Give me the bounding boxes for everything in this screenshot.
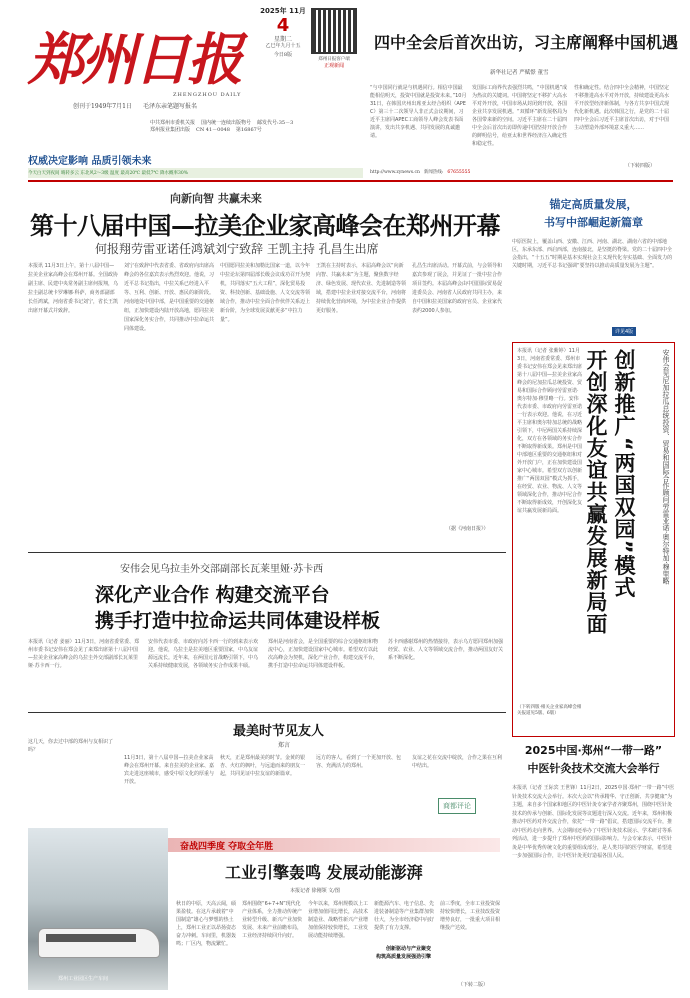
photo-caption: 郑州工业园区生产车间 bbox=[58, 976, 109, 982]
website[interactable]: http://www.zynews.cn bbox=[370, 170, 420, 175]
main-col-3: 中国愿同拉美和加勒比国家一道，以今年中拉论坛第四届部长级会议成功召开为契机，共同落实“五大工程”，深化贸易投资、科技创新、基础设施、人文交流等领域合作，推动中拉全面合作伙伴关系迈上新台阶，为全球发展贡献更多“中拉力量”。 bbox=[220, 263, 311, 323]
qr-code[interactable] bbox=[311, 8, 357, 54]
hotline-number: 67655555 bbox=[447, 170, 471, 175]
bottom-byline: 本报记者 徐刚领 文/图 bbox=[290, 888, 340, 894]
calligraphy-note: 毛泽东亲笔题写报名 bbox=[143, 103, 198, 110]
bottom-right-body: 本报讯（记者 王际宾 王世锋）11月2日，2025中国·郑州“一带一路”中医针灸技术交流大会举行。本次大会以“传承精华、守正创新、共享健康”为主题，来自多个国家和地区的中医针灸专家学者齐聚郑州，围绕中医针灸技术的传承与创新、国际化发展等议题进行深入交流。近年来，郑州积极推动中医药对外交流合作，依托“一带一路”倡议，搭建国际交流平台，推动中医药走向世界。大会期间还举办了中医针灸技术展示、学术研讨等系列活动，进一步提升了郑州中医药的国际影响力。与会专家表示，中医针灸是中华优秀传统文化的重要组成部分，是人类共同的医学财富，希望进一步加强国际合作，让中医针灸更好造福各国人民。 bbox=[512, 785, 675, 859]
right-feature-big-1[interactable]: 创新推广“两国双园”模式 bbox=[612, 349, 636, 599]
masthead-rule bbox=[28, 180, 673, 182]
commentary-col-5: 友谊之花在交流中绽放，合作之果在互利中结出。 bbox=[412, 755, 503, 769]
side-promo-tag[interactable]: 详见4版 bbox=[612, 327, 636, 336]
publisher: 中共郑州市委机关报 bbox=[150, 120, 196, 126]
issue-number: 第16867号 bbox=[235, 127, 262, 133]
right-feature-continued: （下转四版·相关企业家高峰会相关报道见5版、6版） bbox=[517, 705, 582, 716]
commentary-col-1: 这几天，你去过中部的郑州与友相识了吗？ bbox=[28, 739, 114, 753]
bottom-subnote-2: 构筑高质量发展强劲引擎 bbox=[376, 954, 432, 960]
main-col-5: 孔昌生出席活动。开幕式前，与会领导和嘉宾参观了展会，并见证了一批中拉合作项目签约。本届高峰会由中国国际贸易促进委员会、河南省人民政府共同主办，来自中国和拉美国家的政府官员、企业家代表约2000人参加。 bbox=[412, 263, 503, 314]
commentary-title[interactable]: 最美时节见友人 bbox=[233, 724, 325, 739]
founded-text: 创刊于1949年7月1日 bbox=[73, 103, 132, 110]
domestic-code: 国内统一连续出版物号 bbox=[201, 120, 252, 126]
right-feature-headline: 安伟会见尼加拉瓜总统投资、贸易和国际合作顾问劳雷亚诺·奥尔特加·穆里略 bbox=[662, 349, 670, 585]
side-promo bbox=[512, 196, 675, 336]
commentary-author: 郑言 bbox=[278, 742, 291, 749]
second-headline-1[interactable]: 深化产业合作 构建交流平台 bbox=[95, 584, 330, 606]
side-promo-title-1[interactable]: 锚定高质量发展， bbox=[549, 198, 638, 211]
commentary-stamp: 商都评论 bbox=[438, 798, 476, 814]
hotline-label: 新闻热线: bbox=[423, 170, 444, 175]
commentary-col-2: 11月3日，第十八届中国—拉美企业家高峰会在郑州开幕。来自拉美的企业家、嘉宾走进这座城市，感受中原文化的厚重与开放。 bbox=[124, 755, 215, 785]
second-col-2: 安伟代表市委、市政府向苏卡西一行的到来表示欢迎。他说，乌拉圭是拉美地区重要国家，中乌友谊源远流长。近年来，在两国元首战略引领下，中乌关系持续健康发展，各领域务实合作成果丰硕。 bbox=[148, 639, 259, 669]
bottom-photo bbox=[28, 828, 168, 990]
main-headline[interactable]: 第十八届中国—拉美企业家高峰会在郑州开幕 bbox=[30, 212, 500, 240]
lunar-date: 乙巳年九月十五 bbox=[265, 43, 301, 49]
bottom-continued: （下转二版） bbox=[458, 982, 489, 988]
weather-text: 今天白天到夜间 晴转多云 东北风2～3级 温度 最高20℃ 最低7℃ 降水概率30% bbox=[28, 170, 188, 176]
top-right-col-2: 发国际工商界代表强烈共鸣，“中国机遇”成为热议的关键词。中国将坚定不移扩大高水平对外开放，中国市场从封闭到开放，各国企业共享发展机遇。“双循环”新发展格局为各国带来新的空间。习近平主席在二十届四中全会后首次出访即传递中国坚持开放合作的鲜明信号，给亚太和世界经济注入确定性和稳定性。 bbox=[472, 85, 568, 147]
banner-text: 奋战四季度 夺取全年胜 bbox=[180, 842, 274, 852]
side-promo-text: 中原医院上，覆盖山西、安徽、江西、河南、湖北、湖南六省的中部地区，东承东部、西启西部，连南接北，是坚挺的脊梁。党的二十届四中全会指出，“十五五”时期是基本实现社会主义现代化夯实基础、全面发力的关键时期，习近平总书记强调“要坚持以推动高质量发展为主题”。 bbox=[512, 239, 673, 269]
second-headline-2[interactable]: 携手打造中拉命运共同体建设样板 bbox=[95, 610, 381, 632]
top-right-continued: （下转四版） bbox=[625, 163, 656, 169]
commentary bbox=[28, 718, 506, 828]
second-col-3: 郑州是河南省会，是全国重要的综合交通枢纽和物流中心，正加快建设国家中心城市。希望双方以此次高峰会为契机，深化产业合作，构建交流平台，携手打造中拉命运共同体建设样板。 bbox=[268, 639, 379, 669]
year-month: 2025年 11月 bbox=[260, 7, 306, 15]
bottom-col-4: 新能源汽车、电子信息、先进装备制造等产业集群加快壮大，为全市经济稳中向好提供了有力支撑。 bbox=[374, 901, 435, 931]
cn-number: CN 41－0048 bbox=[196, 127, 230, 133]
publication-info bbox=[150, 120, 365, 134]
right-feature bbox=[512, 342, 675, 737]
publisher-2: 郑州报业集团出版 bbox=[150, 127, 191, 133]
bottom-col-5: 前三季度，全市工业投资保持较快增长，工业技改投资增势良好，一批重大项目相继投产达效。 bbox=[440, 901, 501, 931]
qr-label-1: 郑州日报客户端 bbox=[318, 57, 350, 62]
photo-vehicle-window bbox=[46, 934, 136, 942]
qr-block bbox=[308, 8, 360, 70]
day-number: 4 bbox=[276, 15, 290, 36]
commentary-col-4: 远方的客人，看到了一个更加开放、包容、充满活力的郑州。 bbox=[316, 755, 402, 769]
bottom-col-1: 秋日的中原，天高云阔，硕果盈枝。在这片承载着“中国制造”雄心与梦想的热土上，郑州工业正以昂扬姿态奋力冲刺。车间里，机器轰鸣；厂区内，物流繁忙。 bbox=[176, 901, 237, 947]
page-count: 今日8版 bbox=[273, 52, 293, 58]
main-col-4: 王凯在主持时表示，本届高峰会以“向新向智、共赢未来”为主题，聚焦数字经济、绿色发展、现代农业、先进制造等领域，搭建中拉企业对接交流平台，河南将持续优化营商环境，为中拉企业合作提供更好服务。 bbox=[316, 263, 407, 314]
rule-main bbox=[28, 552, 506, 553]
main-columns bbox=[28, 262, 506, 542]
bottom-columns bbox=[176, 900, 506, 992]
bottom-right-headline-2[interactable]: 中医针灸技术交流大会举行 bbox=[527, 762, 660, 775]
main-kicker: 向新向智 共赢未来 bbox=[170, 192, 262, 205]
date-block bbox=[258, 6, 308, 59]
logo-pinyin: ZHENGZHOU DAILY bbox=[173, 92, 242, 98]
weather-bar bbox=[28, 168, 363, 178]
top-right-col-3: 性和确定性。结合四中全会精神，中国坚定不移推进高水平对外开放，持续建设更高水平开放型经济新体制，与各方共享中国式现代化新机遇。此次韩国之行，是党的二十届四中全会后习近平主席首次出访，对于中国主动塑造外部环境意义重大…… bbox=[574, 85, 670, 131]
photo-vehicle bbox=[38, 928, 160, 958]
top-right-story bbox=[370, 8, 679, 173]
weekday: 星期二 bbox=[273, 36, 292, 43]
bottom-right-story bbox=[512, 742, 675, 992]
top-right-byline: 新华社记者 严赋憬 董雪 bbox=[490, 70, 549, 76]
bottom-col-3: 今年以来，郑州规模以上工业增加值同比增长，高技术制造业、战略性新兴产业增加值保持较快增长，工业发展动能持续增强。 bbox=[308, 901, 369, 939]
bottom-banner bbox=[140, 838, 500, 852]
second-columns bbox=[28, 638, 506, 708]
newspaper-logo: 郑州日报 bbox=[28, 27, 240, 93]
side-promo-title-2[interactable]: 书写中部崛起新篇章 bbox=[544, 216, 643, 229]
main-subhead: 何报翔劳雷亚诺任鸿斌刘宁致辞 王凯主持 孔昌生出席 bbox=[95, 242, 379, 256]
second-col-4: 苏卡西感谢郑州的热情接待，表示乌方愿同郑州加强经贸、农业、人文等领域交流合作，推动两国友好关系不断深化。 bbox=[388, 639, 504, 661]
top-right-headline[interactable]: 四中全会后首次出访，习主席阐释中国机遇 bbox=[374, 33, 679, 52]
mail-code: 邮发代号:35－3 bbox=[257, 120, 294, 126]
commentary-col-3: 秋天，正是郑州最美的时节。金黄的银杏、火红的枫叶，与远道而来的朋友一起，共同见证中拉友谊的新篇章。 bbox=[220, 755, 306, 777]
qr-label-2: 正观新闻 bbox=[323, 63, 344, 69]
bottom-headline[interactable]: 工业引擎轰鸣 发展动能澎湃 bbox=[225, 863, 423, 882]
masthead-slogan: 权威决定影响 品质引领未来 bbox=[28, 156, 152, 167]
second-kicker: 安伟会见乌拉圭外交部副部长瓦莱里娅·苏卡西 bbox=[120, 564, 324, 575]
top-right-col-1: “与中国同行就是与机遇同行。相信中国最能相信明天，投资中国就是投资未来。”10月31日，在韩国庆州出席亚太经合组织（APEC）第三十二次领导人非正式会议期间，习近平主席同APEC工商领导人峰会发表书面演讲，发出共享机遇、共同发展的真诚邀请。 bbox=[370, 85, 467, 139]
bottom-col-2: 郑州围绕“6+7+N”现代化产业体系，全力推动传统产业转型升级、新兴产业加快发展、未来产业前瞻布局，工业经济持续回升向好。 bbox=[242, 901, 303, 939]
right-feature-body: 本报讯（记者 张紫婷）11月3日，河南省委常委、郑州市委书记安伟在郑会见来郑出席第十八届中国—拉美企业家高峰会的尼加拉瓜总统投资、贸易和国际合作顾问劳雷亚诺·奥尔特加·穆里略一行。安伟代表市委、市政府向劳雷亚诺一行表示欢迎。他说，在习近平主席和奥尔特加总统的战略引领下，中尼两国关系持续深化，双方在各领域的务实合作不断取得新成果。郑州是中国中部地区重要的交通枢纽和对外开放门户，正在加快建设国家中心城市。希望双方以创新推广“两国双园”模式为抓手，在经贸、农业、物流、人文等领域深化合作，推动中尼合作不断取得新成效，开创深化友谊共赢发展新局面。 bbox=[517, 348, 583, 514]
right-feature-big-2[interactable]: 开创深化友谊共赢发展新局面 bbox=[584, 349, 608, 635]
rule-second bbox=[28, 712, 506, 713]
second-col-1: 本报讯（记者 姜丽）11月3日，河南省委常委、郑州市委书记安伟在郑会见了来郑出席第十八届中国—拉美企业家高峰会的乌拉圭外交部副部长瓦莱里娅·苏卡西一行。 bbox=[28, 639, 140, 669]
main-col-2: 刘宁在致辞中代表省委、省政府向出席高峰会的各位嘉宾表示热烈欢迎。他说，习近平总书记指出，中拉关系已经进入平等、互利、创新、开放、惠民的新阶段。河南地处中国中部，是中国重要的交通枢纽，正加快建设内陆开放高地，愿同拉美国家深化务实合作，共同推动中拉命运共同体建设。 bbox=[124, 263, 215, 332]
bottom-subnote-1: 创新驱动与产业聚变 bbox=[386, 946, 432, 952]
main-continued: （据《河南日报》） bbox=[446, 526, 489, 532]
bottom-right-headline-1[interactable]: 2025中国·郑州“一带一路” bbox=[524, 744, 663, 757]
main-col-1: 本报讯 11月3日上午，第十八届中国—拉美企业家高峰会在郑州开幕。全国政协副主席、民建中央常务副主席何报翔，乌拉圭副总统卡罗琳娜·科萨，商务部副部长任鸿斌，河南省委书记刘宁，省长王凯出席开幕式并致辞。 bbox=[28, 263, 119, 314]
